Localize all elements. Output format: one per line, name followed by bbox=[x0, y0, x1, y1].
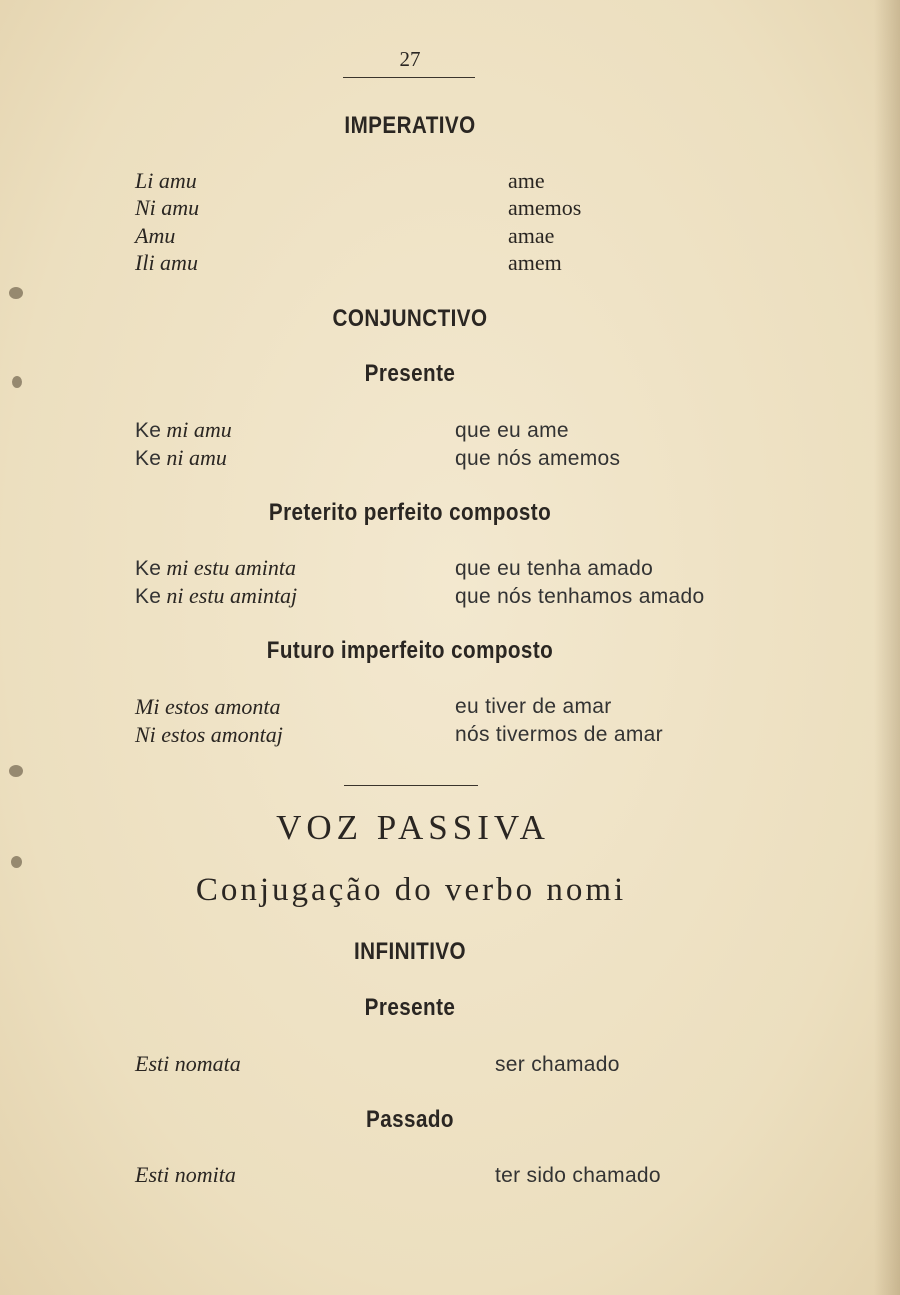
imperativo-eo-2: Ni amu bbox=[135, 195, 200, 220]
imperativo-pt-2: amemos bbox=[508, 195, 582, 220]
heading-futuro-imperfeito: Futuro imperfeito composto bbox=[266, 637, 554, 664]
conj-presente-pt-1: que eu ame bbox=[455, 419, 569, 442]
heading-preterito-perfeito: Preterito perfeito composto bbox=[268, 499, 552, 526]
imperativo-eo-4: Ili amu bbox=[135, 250, 198, 275]
binding-hole-mark bbox=[9, 765, 23, 777]
page-number: 27 bbox=[399, 47, 421, 71]
conj-preterito-eo-1: mi estu aminta bbox=[166, 555, 296, 580]
infinitivo-passado-pt: ter sido chamado bbox=[495, 1164, 661, 1187]
conj-preterito-row-2 bbox=[135, 583, 297, 609]
infinitivo-passado-eo: Esti nomita bbox=[135, 1162, 236, 1187]
imperativo-pt-1: ame bbox=[508, 168, 545, 193]
conj-futuro-pt-2: nós tivermos de amar bbox=[455, 723, 663, 746]
conj-preterito-row-1 bbox=[135, 555, 296, 581]
heading-conjunctivo: CONJUNCTIVO bbox=[332, 305, 488, 332]
ke-word: Ke bbox=[135, 585, 162, 608]
imperativo-eo-3: Amu bbox=[135, 223, 176, 248]
imperativo-pt-3: amae bbox=[508, 223, 555, 248]
subtitle-conjugacao: Conjugação do verbo nomi bbox=[195, 872, 627, 908]
infinitivo-presente-pt: ser chamado bbox=[495, 1053, 620, 1076]
heading-imperativo: IMPERATIVO bbox=[344, 112, 476, 139]
infinitivo-presente-eo: Esti nomata bbox=[135, 1051, 241, 1076]
page-number-rule bbox=[343, 77, 475, 78]
conj-presente-pt-2: que nós amemos bbox=[455, 447, 621, 470]
imperativo-pt-4: amem bbox=[508, 250, 562, 275]
conj-presente-eo-1: mi amu bbox=[166, 417, 232, 442]
heading-infinitivo-presente: Presente bbox=[364, 994, 456, 1021]
ke-word: Ke bbox=[135, 557, 162, 580]
heading-infinitivo-passado: Passado bbox=[366, 1106, 454, 1133]
binding-hole-mark bbox=[11, 856, 22, 868]
binding-hole-mark bbox=[9, 287, 23, 299]
conj-futuro-pt-1: eu tiver de amar bbox=[455, 695, 612, 718]
conj-preterito-pt-1: que eu tenha amado bbox=[455, 557, 654, 580]
section-divider bbox=[344, 785, 478, 786]
conj-preterito-eo-2: ni estu amintaj bbox=[166, 583, 298, 608]
heading-infinitivo: INFINITIVO bbox=[353, 938, 467, 965]
conj-futuro-eo-1: Mi estos amonta bbox=[135, 694, 281, 719]
title-voz-passiva: VOZ PASSIVA bbox=[276, 808, 550, 847]
heading-conjunctivo-presente: Presente bbox=[364, 360, 456, 387]
imperativo-eo-1: Li amu bbox=[135, 168, 197, 193]
conj-futuro-eo-2: Ni estos amontaj bbox=[135, 722, 283, 747]
conj-preterito-pt-2: que nós tenhamos amado bbox=[455, 585, 705, 608]
ke-word: Ke bbox=[135, 447, 162, 470]
conj-presente-row-1 bbox=[135, 417, 232, 443]
page-edge-shading bbox=[874, 0, 900, 1295]
binding-hole-mark bbox=[12, 376, 22, 388]
conj-presente-row-2 bbox=[135, 445, 227, 471]
conj-presente-eo-2: ni amu bbox=[166, 445, 227, 470]
ke-word: Ke bbox=[135, 419, 162, 442]
